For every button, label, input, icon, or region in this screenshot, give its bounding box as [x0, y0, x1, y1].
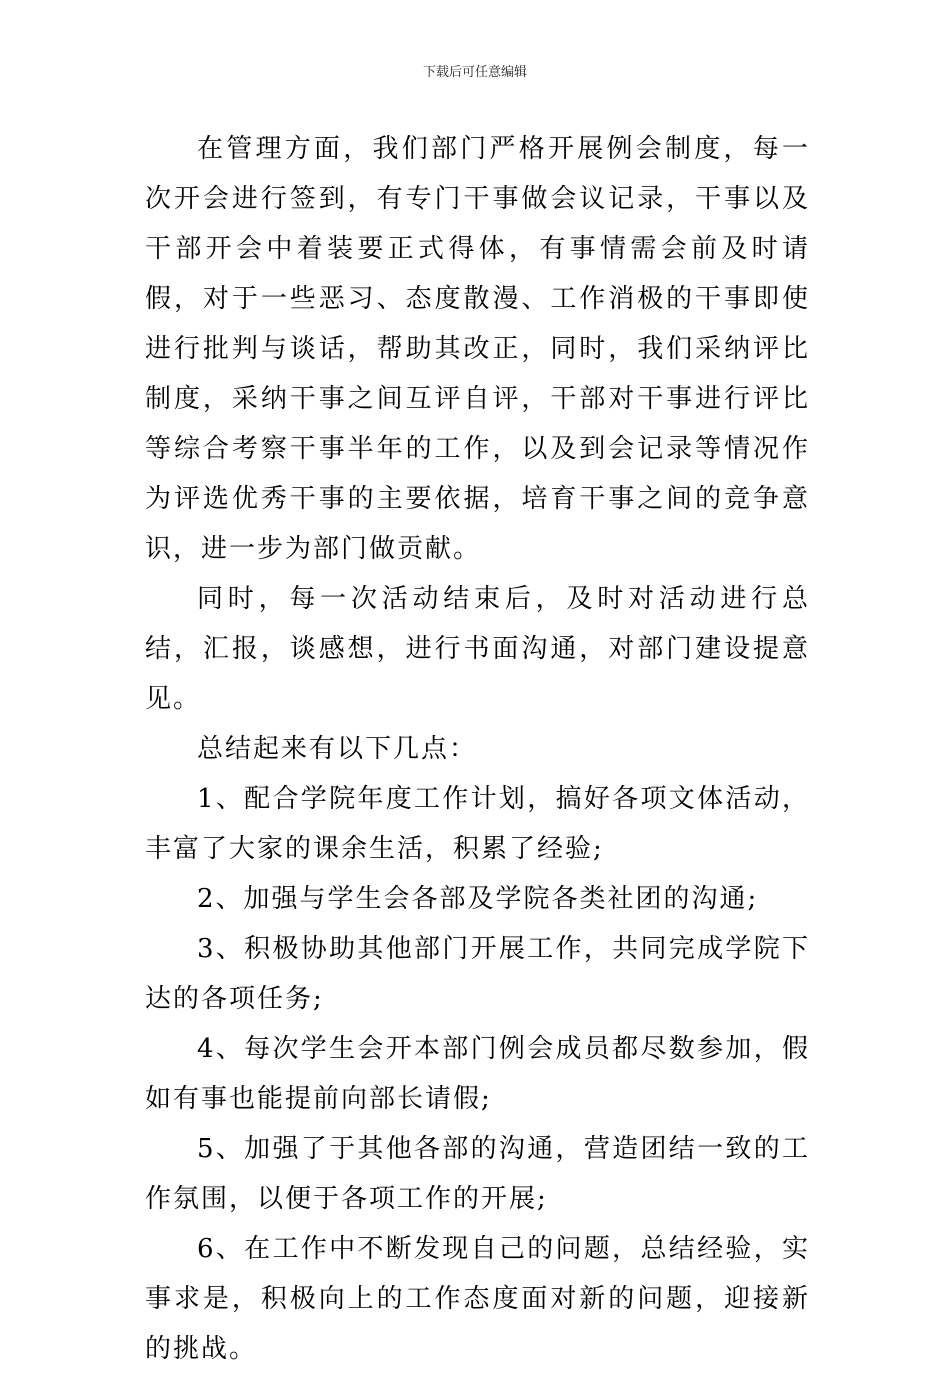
list-item-point-6: 6、在工作中不断发现自己的问题，总结经验，实事求是，积极向上的工作态度面对新的问题，迎接新的挑战。: [145, 1234, 810, 1364]
paragraph-management: 在管理方面，我们部门严格开展例会制度，每一次开会进行签到，有专门干事做会议记录，干事以及干部开会中着装要正式得体，有事情需会前及时请假，对于一些恶习、态度散漫、工作消极的干事即使进行批判与谈话，帮助其改正，同时，我们采纳评比制度，采纳干事之间互评自评，干部对干事进行评比等综合考察干事半年的工作，以及到会记录等情况作为评选优秀干事的主要依据，培育干事之间的竞争意识，进一步为部门做贡献。: [145, 134, 810, 564]
list-item-point-4: 4、每次学生会开本部门例会成员都尽数参加，假如有事也能提前向部长请假;: [145, 1034, 810, 1114]
list-item-point-5: 5、加强了于其他各部的沟通，营造团结一致的工作氛围，以便于各项工作的开展;: [145, 1134, 810, 1214]
paragraph-activity-summary: 同时，每一次活动结束后，及时对活动进行总结，汇报，谈感想，进行书面沟通，对部门建设提意见。: [145, 584, 810, 714]
paragraph-summary-intro: 总结起来有以下几点：: [197, 734, 478, 764]
list-item-point-1: 1、配合学院年度工作计划，搞好各项文体活动，丰富了大家的课余生活，积累了经验;: [145, 784, 810, 864]
list-item-point-2: 2、加强与学生会各部及学院各类社团的沟通;: [197, 884, 759, 914]
page-header: 下载后可任意编辑: [422, 65, 527, 80]
document-body: [145, 124, 810, 1374]
list-item-point-3: 3、积极协助其他部门开展工作，共同完成学院下达的各项任务;: [145, 934, 810, 1014]
